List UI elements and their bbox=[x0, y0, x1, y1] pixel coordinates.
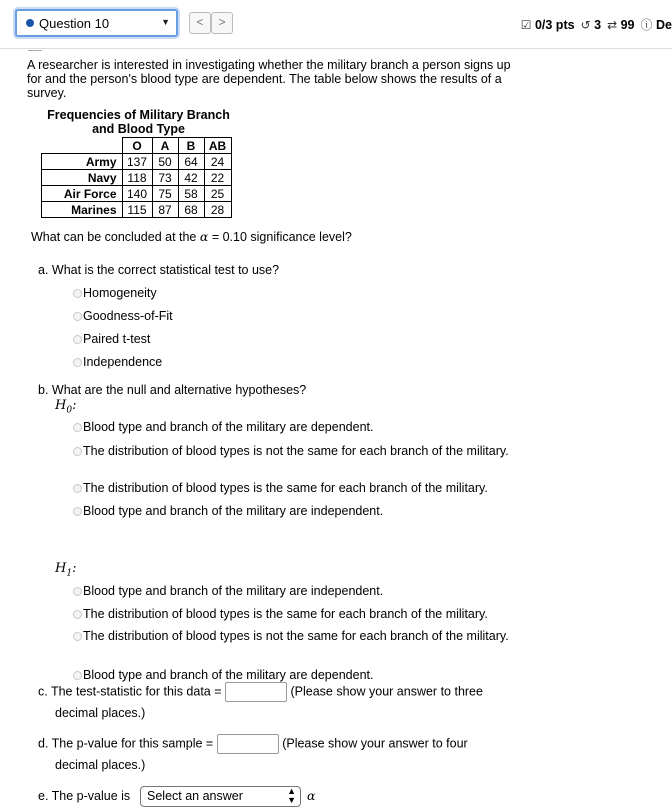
p-value-comparison-select[interactable] bbox=[140, 786, 301, 807]
details-link[interactable] bbox=[641, 16, 672, 33]
radio-button[interactable] bbox=[73, 610, 82, 619]
question-select[interactable] bbox=[15, 9, 178, 37]
table-cell: 115 bbox=[122, 202, 152, 218]
test-option-homogeneity[interactable] bbox=[73, 286, 523, 300]
option-label: Blood type and branch of the military are dependent. bbox=[83, 420, 374, 434]
table-row bbox=[42, 154, 232, 170]
option-label: Independence bbox=[83, 355, 163, 369]
question-suffix: = 0.10 significance level? bbox=[211, 230, 352, 244]
column-header: A bbox=[152, 138, 178, 154]
h0-option[interactable] bbox=[73, 444, 523, 458]
table-row bbox=[42, 202, 232, 218]
part-e-label: e. The p-value is bbox=[38, 789, 131, 803]
points-value: 0/3 pts bbox=[534, 17, 575, 32]
radio-button[interactable] bbox=[73, 671, 82, 680]
next-question-button[interactable]: > bbox=[211, 12, 233, 34]
part-d-hint: (Please show your answer to four bbox=[282, 736, 468, 751]
retries-value: 3 bbox=[594, 17, 602, 32]
h1-option[interactable] bbox=[73, 629, 523, 643]
h0-subscript: 0 bbox=[66, 405, 73, 416]
retry-icon: ↺ bbox=[580, 17, 591, 32]
question-text bbox=[31, 229, 352, 244]
h1-subscript: 1 bbox=[66, 568, 73, 579]
attempts-icon: ⇄ bbox=[607, 17, 618, 32]
row-header: Marines bbox=[42, 202, 123, 218]
radio-button[interactable] bbox=[73, 447, 82, 456]
part-b-label: b. What are the null and alternative hypotheses? bbox=[38, 383, 307, 397]
h0-option[interactable] bbox=[73, 420, 523, 434]
table-cell: 58 bbox=[178, 186, 204, 202]
section-mark bbox=[28, 50, 42, 51]
h1-colon: : bbox=[72, 561, 77, 576]
test-option-paired-t-test[interactable] bbox=[73, 332, 523, 346]
table-cell: 87 bbox=[152, 202, 178, 218]
option-label: The distribution of blood types is the same for each branch of the military. bbox=[83, 481, 488, 495]
h0-colon: : bbox=[72, 398, 77, 413]
row-header: Air Force bbox=[42, 186, 123, 202]
info-icon: ⓘ bbox=[640, 18, 653, 32]
question-meta bbox=[521, 16, 672, 33]
test-option-goodness-of-fit[interactable] bbox=[73, 309, 523, 323]
status-dot-icon bbox=[26, 19, 34, 27]
details-label: De bbox=[656, 18, 672, 32]
h1-option[interactable] bbox=[73, 607, 523, 621]
table-row bbox=[42, 170, 232, 186]
row-header: Navy bbox=[42, 170, 123, 186]
attempts-info bbox=[607, 18, 634, 32]
part-c-hint: (Please show your answer to three bbox=[290, 684, 483, 699]
question-label: Question 10 bbox=[39, 15, 110, 31]
h0-option[interactable] bbox=[73, 504, 523, 518]
part-c-row bbox=[38, 682, 483, 702]
previous-question-button[interactable]: < bbox=[189, 12, 211, 34]
h1-label bbox=[55, 561, 76, 579]
dropdown-arrow-icon: ▼ bbox=[161, 17, 170, 27]
column-header: O bbox=[122, 138, 152, 154]
alpha-symbol: α bbox=[199, 229, 209, 244]
option-label: Paired t-test bbox=[83, 332, 151, 346]
radio-button[interactable] bbox=[73, 358, 82, 367]
part-d-label: d. The p-value for this sample = bbox=[38, 736, 214, 751]
radio-button[interactable] bbox=[73, 484, 82, 493]
option-label: Blood type and branch of the military are independent. bbox=[83, 504, 384, 518]
option-label: Homogeneity bbox=[83, 286, 157, 300]
h1-option[interactable] bbox=[73, 668, 523, 682]
points-info bbox=[521, 18, 575, 32]
table-cell: 22 bbox=[204, 170, 231, 186]
option-label: The distribution of blood types is the same for each branch of the military. bbox=[83, 607, 488, 621]
table-cell: 25 bbox=[204, 186, 231, 202]
question-toolbar bbox=[0, 0, 672, 48]
option-label: Blood type and branch of the military are dependent. bbox=[83, 668, 374, 682]
part-d-row bbox=[38, 734, 468, 754]
option-label: Blood type and branch of the military are independent. bbox=[83, 584, 384, 598]
radio-button[interactable] bbox=[73, 587, 82, 596]
problem-intro: A researcher is interested in investigating whether the military branch a person signs up for and the person's blood type are dependent. The table below shows the results of a survey. bbox=[27, 58, 511, 100]
part-d-hint-continued: decimal places.) bbox=[55, 758, 146, 772]
select-arrows-icon: ▲ ▼ bbox=[287, 786, 296, 805]
table-cell: 64 bbox=[178, 154, 204, 170]
frequency-table bbox=[41, 137, 232, 218]
radio-button[interactable] bbox=[73, 312, 82, 321]
table-cell: 28 bbox=[204, 202, 231, 218]
table-cell: 42 bbox=[178, 170, 204, 186]
table-header-row bbox=[42, 138, 232, 154]
option-label: Goodness-of-Fit bbox=[83, 309, 173, 323]
test-option-independence[interactable] bbox=[73, 355, 523, 369]
row-header: Army bbox=[42, 154, 123, 170]
radio-button[interactable] bbox=[73, 632, 82, 641]
table-row bbox=[42, 186, 232, 202]
part-a-label: a. What is the correct statistical test to use? bbox=[38, 263, 280, 277]
table-corner bbox=[42, 138, 123, 154]
column-header: B bbox=[178, 138, 204, 154]
table-cell: 140 bbox=[122, 186, 152, 202]
column-header: AB bbox=[204, 138, 231, 154]
question-prefix: What can be concluded at the bbox=[31, 230, 197, 244]
attempts-value: 99 bbox=[620, 17, 635, 32]
h0-option[interactable] bbox=[73, 481, 523, 495]
h0-label bbox=[55, 398, 76, 416]
select-value: Select an answer bbox=[147, 789, 243, 803]
option-label: The distribution of blood types is not the same for each branch of the military. bbox=[83, 629, 509, 643]
table-cell: 137 bbox=[122, 154, 152, 170]
h1-option[interactable] bbox=[73, 584, 523, 598]
radio-button[interactable] bbox=[73, 507, 82, 516]
part-c-hint-continued: decimal places.) bbox=[55, 706, 146, 720]
retries-info bbox=[581, 18, 602, 32]
h1-letter: H bbox=[55, 561, 67, 576]
table-cell: 24 bbox=[204, 154, 231, 170]
p-value-input[interactable] bbox=[217, 734, 279, 754]
toolbar-divider bbox=[0, 48, 672, 49]
alpha-symbol-e: α bbox=[307, 788, 316, 803]
table-cell: 50 bbox=[152, 154, 178, 170]
radio-button[interactable] bbox=[73, 289, 82, 298]
table-cell: 118 bbox=[122, 170, 152, 186]
checkbox-icon: ☑ bbox=[520, 17, 532, 32]
part-c-label: c. The test-statistic for this data = bbox=[38, 684, 222, 699]
table-cell: 68 bbox=[178, 202, 204, 218]
h0-letter: H bbox=[55, 398, 67, 413]
table-cell: 73 bbox=[152, 170, 178, 186]
option-label: The distribution of blood types is not the same for each branch of the military. bbox=[83, 444, 509, 458]
table-caption: Frequencies of Military Branch and Blood Type bbox=[47, 108, 230, 136]
table-cell: 75 bbox=[152, 186, 178, 202]
radio-button[interactable] bbox=[73, 423, 82, 432]
test-statistic-input[interactable] bbox=[225, 682, 287, 702]
radio-button[interactable] bbox=[73, 335, 82, 344]
